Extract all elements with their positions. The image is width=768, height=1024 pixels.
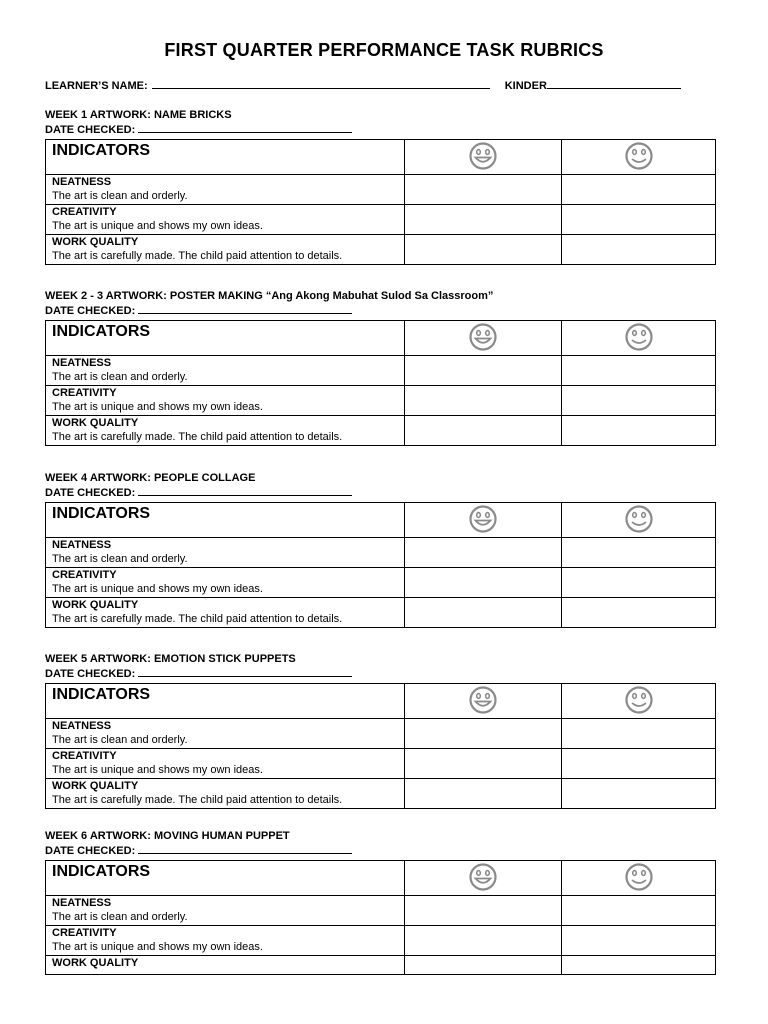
score-cell[interactable] — [562, 205, 716, 235]
score-cell[interactable] — [404, 926, 562, 956]
indicator-row — [46, 926, 716, 956]
indicators-header: INDICATORS — [52, 505, 151, 522]
indicator-name: CREATIVITY — [52, 569, 117, 581]
week-title: WEEK 1 ARTWORK: NAME BRICKS — [45, 109, 232, 121]
score-column-1[interactable] — [404, 140, 562, 175]
indicator-row — [46, 598, 716, 628]
score-cell[interactable] — [562, 175, 716, 205]
date-checked-blank[interactable] — [138, 667, 352, 677]
indicators-header: INDICATORS — [52, 323, 151, 340]
score-column-1[interactable] — [404, 503, 562, 538]
indicator-name: CREATIVITY — [52, 927, 117, 939]
score-cell[interactable] — [404, 416, 562, 446]
score-column-2[interactable] — [562, 684, 716, 719]
score-cell[interactable] — [404, 598, 562, 628]
date-checked-label: DATE CHECKED: — [45, 487, 136, 499]
indicator-desc: The art is unique and shows my own ideas. — [52, 220, 263, 232]
week-section — [45, 829, 717, 975]
indicator-desc: The art is clean and orderly. — [52, 371, 188, 383]
indicator-desc: The art is clean and orderly. — [52, 911, 188, 923]
score-cell[interactable] — [404, 719, 562, 749]
score-cell[interactable] — [404, 749, 562, 779]
learner-name-blank[interactable] — [152, 78, 490, 89]
indicator-row — [46, 779, 716, 809]
date-checked-label: DATE CHECKED: — [45, 124, 136, 136]
score-cell[interactable] — [562, 926, 716, 956]
indicators-header: INDICATORS — [52, 863, 151, 880]
smiley-smile-icon — [621, 504, 657, 537]
smiley-smile-icon — [621, 685, 657, 718]
learner-name-label: LEARNER’S NAME: — [45, 80, 148, 92]
indicator-row — [46, 749, 716, 779]
date-checked-blank[interactable] — [138, 844, 352, 854]
indicator-row — [46, 956, 716, 975]
indicator-desc: The art is carefully made. The child paid attention to details. — [52, 613, 343, 625]
smiley-grin-icon — [465, 141, 501, 174]
score-column-2[interactable] — [562, 140, 716, 175]
indicator-desc: The art is unique and shows my own ideas. — [52, 764, 263, 776]
date-checked — [45, 304, 717, 318]
score-cell[interactable] — [562, 538, 716, 568]
rubric-table — [45, 320, 716, 446]
learner-line — [45, 78, 681, 92]
kinder-label: KINDER — [504, 80, 547, 92]
week-title: WEEK 5 ARTWORK: EMOTION STICK PUPPETS — [45, 653, 296, 665]
indicator-name: WORK QUALITY — [52, 957, 139, 969]
score-cell[interactable] — [404, 386, 562, 416]
date-checked-label: DATE CHECKED: — [45, 668, 136, 680]
rubric-table — [45, 683, 716, 809]
indicator-desc: The art is clean and orderly. — [52, 190, 188, 202]
indicator-row — [46, 205, 716, 235]
score-cell[interactable] — [404, 356, 562, 386]
kinder-blank[interactable] — [547, 78, 681, 89]
smiley-grin-icon — [465, 862, 501, 895]
score-column-1[interactable] — [404, 684, 562, 719]
rubric-table — [45, 139, 716, 265]
indicator-name: NEATNESS — [52, 897, 112, 909]
date-checked — [45, 844, 717, 858]
score-cell[interactable] — [404, 568, 562, 598]
week-title: WEEK 6 ARTWORK: MOVING HUMAN PUPPET — [45, 830, 290, 842]
score-cell[interactable] — [562, 356, 716, 386]
indicator-name: NEATNESS — [52, 176, 112, 188]
indicator-row — [46, 386, 716, 416]
score-cell[interactable] — [404, 175, 562, 205]
indicator-desc: The art is unique and shows my own ideas. — [52, 583, 263, 595]
score-column-2[interactable] — [562, 503, 716, 538]
score-cell[interactable] — [562, 235, 716, 265]
date-checked-label: DATE CHECKED: — [45, 305, 136, 317]
date-checked — [45, 123, 717, 137]
indicator-desc: The art is unique and shows my own ideas. — [52, 941, 263, 953]
indicator-desc: The art is carefully made. The child paid attention to details. — [52, 250, 343, 262]
score-cell[interactable] — [404, 235, 562, 265]
score-cell[interactable] — [404, 538, 562, 568]
rubric-table — [45, 502, 716, 628]
indicator-row — [46, 175, 716, 205]
smiley-grin-icon — [465, 685, 501, 718]
smiley-grin-icon — [465, 322, 501, 355]
indicator-name: WORK QUALITY — [52, 599, 139, 611]
indicator-desc: The art is clean and orderly. — [52, 553, 188, 565]
indicator-row — [46, 719, 716, 749]
indicator-row — [46, 235, 716, 265]
score-cell[interactable] — [562, 598, 716, 628]
score-cell[interactable] — [562, 749, 716, 779]
week-section — [45, 289, 717, 446]
indicator-row — [46, 416, 716, 446]
indicator-name: NEATNESS — [52, 539, 112, 551]
date-checked — [45, 486, 717, 500]
score-column-2[interactable] — [562, 861, 716, 896]
rubric-table — [45, 860, 716, 975]
week-title: WEEK 4 ARTWORK: PEOPLE COLLAGE — [45, 472, 256, 484]
indicator-name: NEATNESS — [52, 357, 112, 369]
date-checked-blank[interactable] — [138, 123, 352, 133]
score-cell[interactable] — [404, 896, 562, 926]
score-cell[interactable] — [404, 779, 562, 809]
week-section — [45, 108, 717, 265]
smiley-grin-icon — [465, 504, 501, 537]
score-cell[interactable] — [562, 719, 716, 749]
date-checked-label: DATE CHECKED: — [45, 845, 136, 857]
score-column-1[interactable] — [404, 861, 562, 896]
smiley-smile-icon — [621, 862, 657, 895]
indicators-header: INDICATORS — [52, 686, 151, 703]
date-checked-blank[interactable] — [138, 304, 352, 314]
date-checked — [45, 667, 717, 681]
score-cell[interactable] — [562, 386, 716, 416]
score-cell[interactable] — [562, 568, 716, 598]
indicators-header: INDICATORS — [52, 142, 151, 159]
score-cell[interactable] — [562, 896, 716, 926]
indicator-name: CREATIVITY — [52, 750, 117, 762]
week-title: WEEK 2 - 3 ARTWORK: POSTER MAKING “Ang Akong Mabuhat Sulod Sa Classroom” — [45, 290, 494, 302]
week-section — [45, 652, 717, 809]
indicator-desc: The art is carefully made. The child paid attention to details. — [52, 794, 343, 806]
indicator-row — [46, 356, 716, 386]
indicator-desc: The art is clean and orderly. — [52, 734, 188, 746]
indicator-name: WORK QUALITY — [52, 417, 139, 429]
indicator-row — [46, 538, 716, 568]
date-checked-blank[interactable] — [138, 486, 352, 496]
smiley-smile-icon — [621, 141, 657, 174]
indicator-name: WORK QUALITY — [52, 780, 139, 792]
week-section — [45, 471, 717, 628]
indicator-row — [46, 568, 716, 598]
indicator-name: WORK QUALITY — [52, 236, 139, 248]
indicator-name: CREATIVITY — [52, 387, 117, 399]
page-title: FIRST QUARTER PERFORMANCE TASK RUBRICS — [164, 40, 604, 60]
indicator-desc: The art is unique and shows my own ideas. — [52, 401, 263, 413]
smiley-smile-icon — [621, 322, 657, 355]
score-cell[interactable] — [562, 416, 716, 446]
score-cell[interactable] — [562, 779, 716, 809]
score-column-1[interactable] — [404, 321, 562, 356]
score-cell[interactable] — [562, 956, 716, 975]
score-cell[interactable] — [404, 956, 562, 975]
indicator-name: CREATIVITY — [52, 206, 117, 218]
indicator-name: NEATNESS — [52, 720, 112, 732]
indicator-desc: The art is carefully made. The child paid attention to details. — [52, 431, 343, 443]
score-column-2[interactable] — [562, 321, 716, 356]
score-cell[interactable] — [404, 205, 562, 235]
indicator-row — [46, 896, 716, 926]
